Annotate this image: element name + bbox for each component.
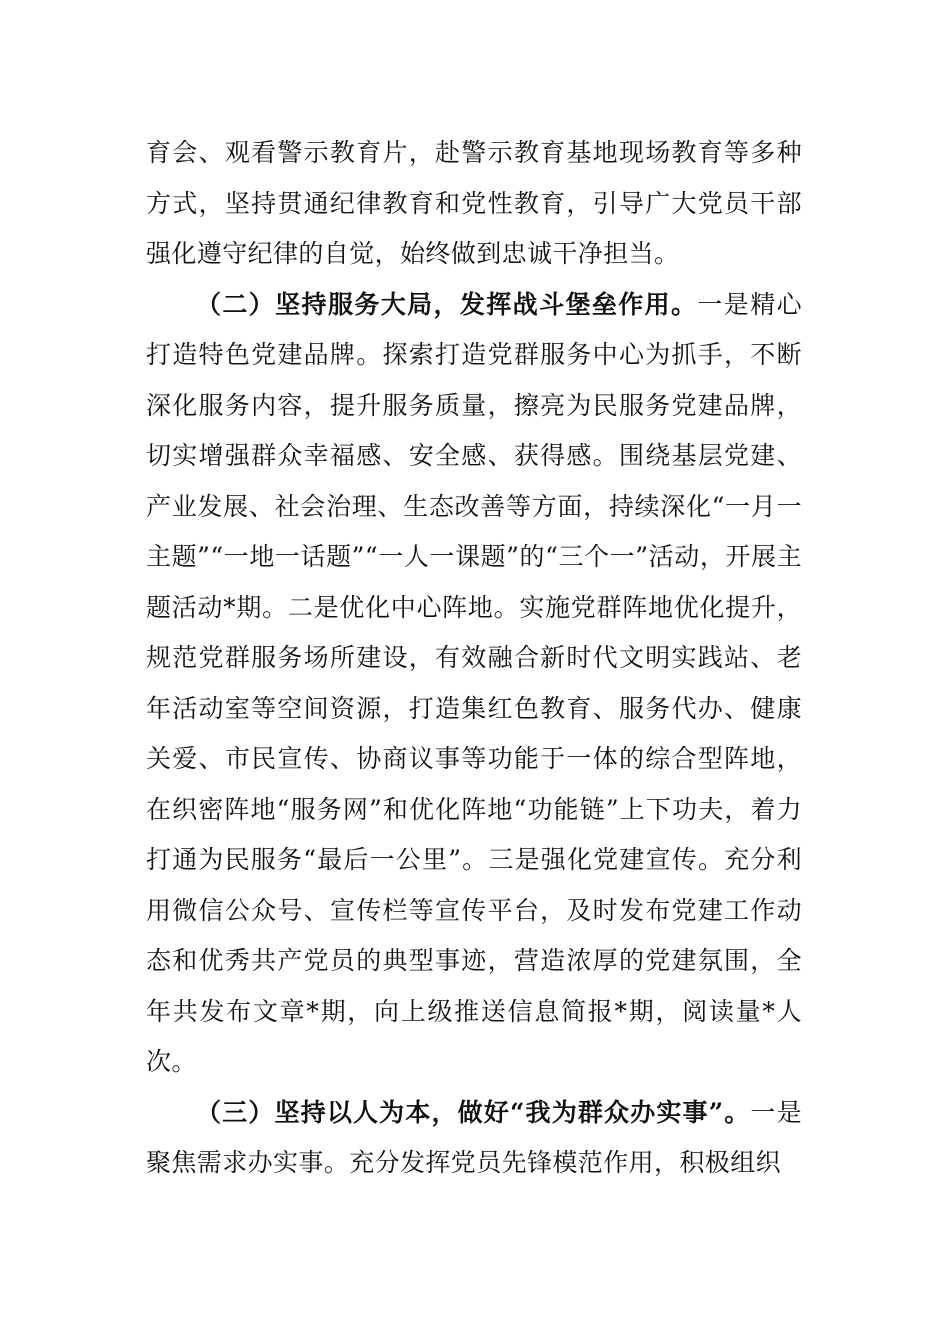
paragraph-text: 育会、观看警示教育片，赴警示教育基地现场教育等多种方式，坚持贯通纪律教育和党性教育，引导广大党员干部强化遵守纪律的自觉，始终做到忠诚干净担当。 (146, 138, 802, 268)
section-heading: （三）坚持以人为本，做好“我为群众办实事”。 (196, 1097, 751, 1127)
paragraph-section-2 (146, 280, 802, 1088)
document-body (146, 128, 802, 1189)
paragraph-section-3 (146, 1088, 802, 1189)
paragraph-text: 一是精心打造特色党建品牌。探索打造党群服务中心为抓手，不断深化服务内容，提升服务质量，擦亮为民服务党建品牌，切实增强群众幸福感、安全感、获得感。围绕基层党建、产业发展、社会治理、生态改善等方面，持续深化“一月一主题”“一地一话题”“一人一课题”的“三个一”活动，开展主题活动*期。二是优化中心阵地。实施党群阵地优化提升，规范党群服务场所建设，有效融合新时代文明实践站、老年活动室等空间资源，打造集红色教育、服务代办、健康关爱、市民宣传、协商议事等功能于一体的综合型阵地，在织密阵地“服务网”和优化阵地“功能链”上下功夫，着力打通为民服务“最后一公里”。三是强化党建宣传。充分利用微信公众号、宣传栏等宣传平台，及时发布党建工作动态和优秀共产党员的典型事迹，营造浓厚的党建氛围，全年共发布文章*期，向上级推送信息简报*期，阅读量*人次。 (146, 289, 802, 1076)
section-heading: （二）坚持服务大局，发挥战斗堡垒作用。 (196, 289, 698, 319)
paragraph-continued (146, 128, 802, 280)
paragraph-text: 一是聚焦需求办实事。充分发挥党员先锋模范作用，积极组织 (146, 1097, 802, 1177)
